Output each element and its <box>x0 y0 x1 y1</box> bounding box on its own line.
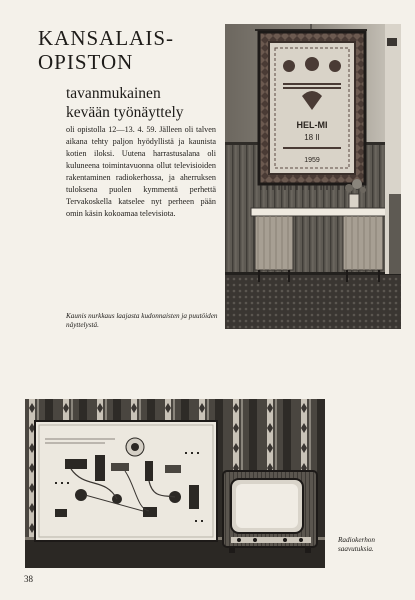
title-line-1: KANSALAIS- <box>38 26 174 50</box>
subtitle-line-1: tavanmukainen <box>66 85 161 102</box>
radio-photo-caption: Radiokerhon saavutuksia. <box>338 536 375 553</box>
article-subtitle <box>66 84 184 122</box>
subtitle-line-2: kevään työnäyttely <box>66 104 184 121</box>
rug-text-line-1: HEL-MI <box>296 120 328 130</box>
title-line-2: OPISTON <box>38 50 134 74</box>
rug-photo-caption: Kaunis nurkkaus laajasta kudonnaisten ja puutöiden näyttelystä. <box>66 312 218 329</box>
article-title <box>38 26 174 74</box>
page-number: 38 <box>24 574 33 584</box>
radio-club-photo <box>25 399 325 568</box>
rug-year: 1959 <box>304 157 320 164</box>
rug-text-line-2: 18 II <box>304 133 320 142</box>
rug-photo <box>225 24 401 329</box>
article-body: oli opistolla 12—13. 4. 59. Jälleen oli talven aikana tehty paljon hyödyllistä ja kaunista kotien iloksi. Uutena harrastusalana oli kuluneena toimintavuonna ollut televisioiden rakentaminen radiokerhossa, ja aherruksen tuloksena puolen kymmentä perhettä Tervakoskella katselee nyt perheen pään omin käsin kokoamaa televisiota. <box>66 125 216 218</box>
